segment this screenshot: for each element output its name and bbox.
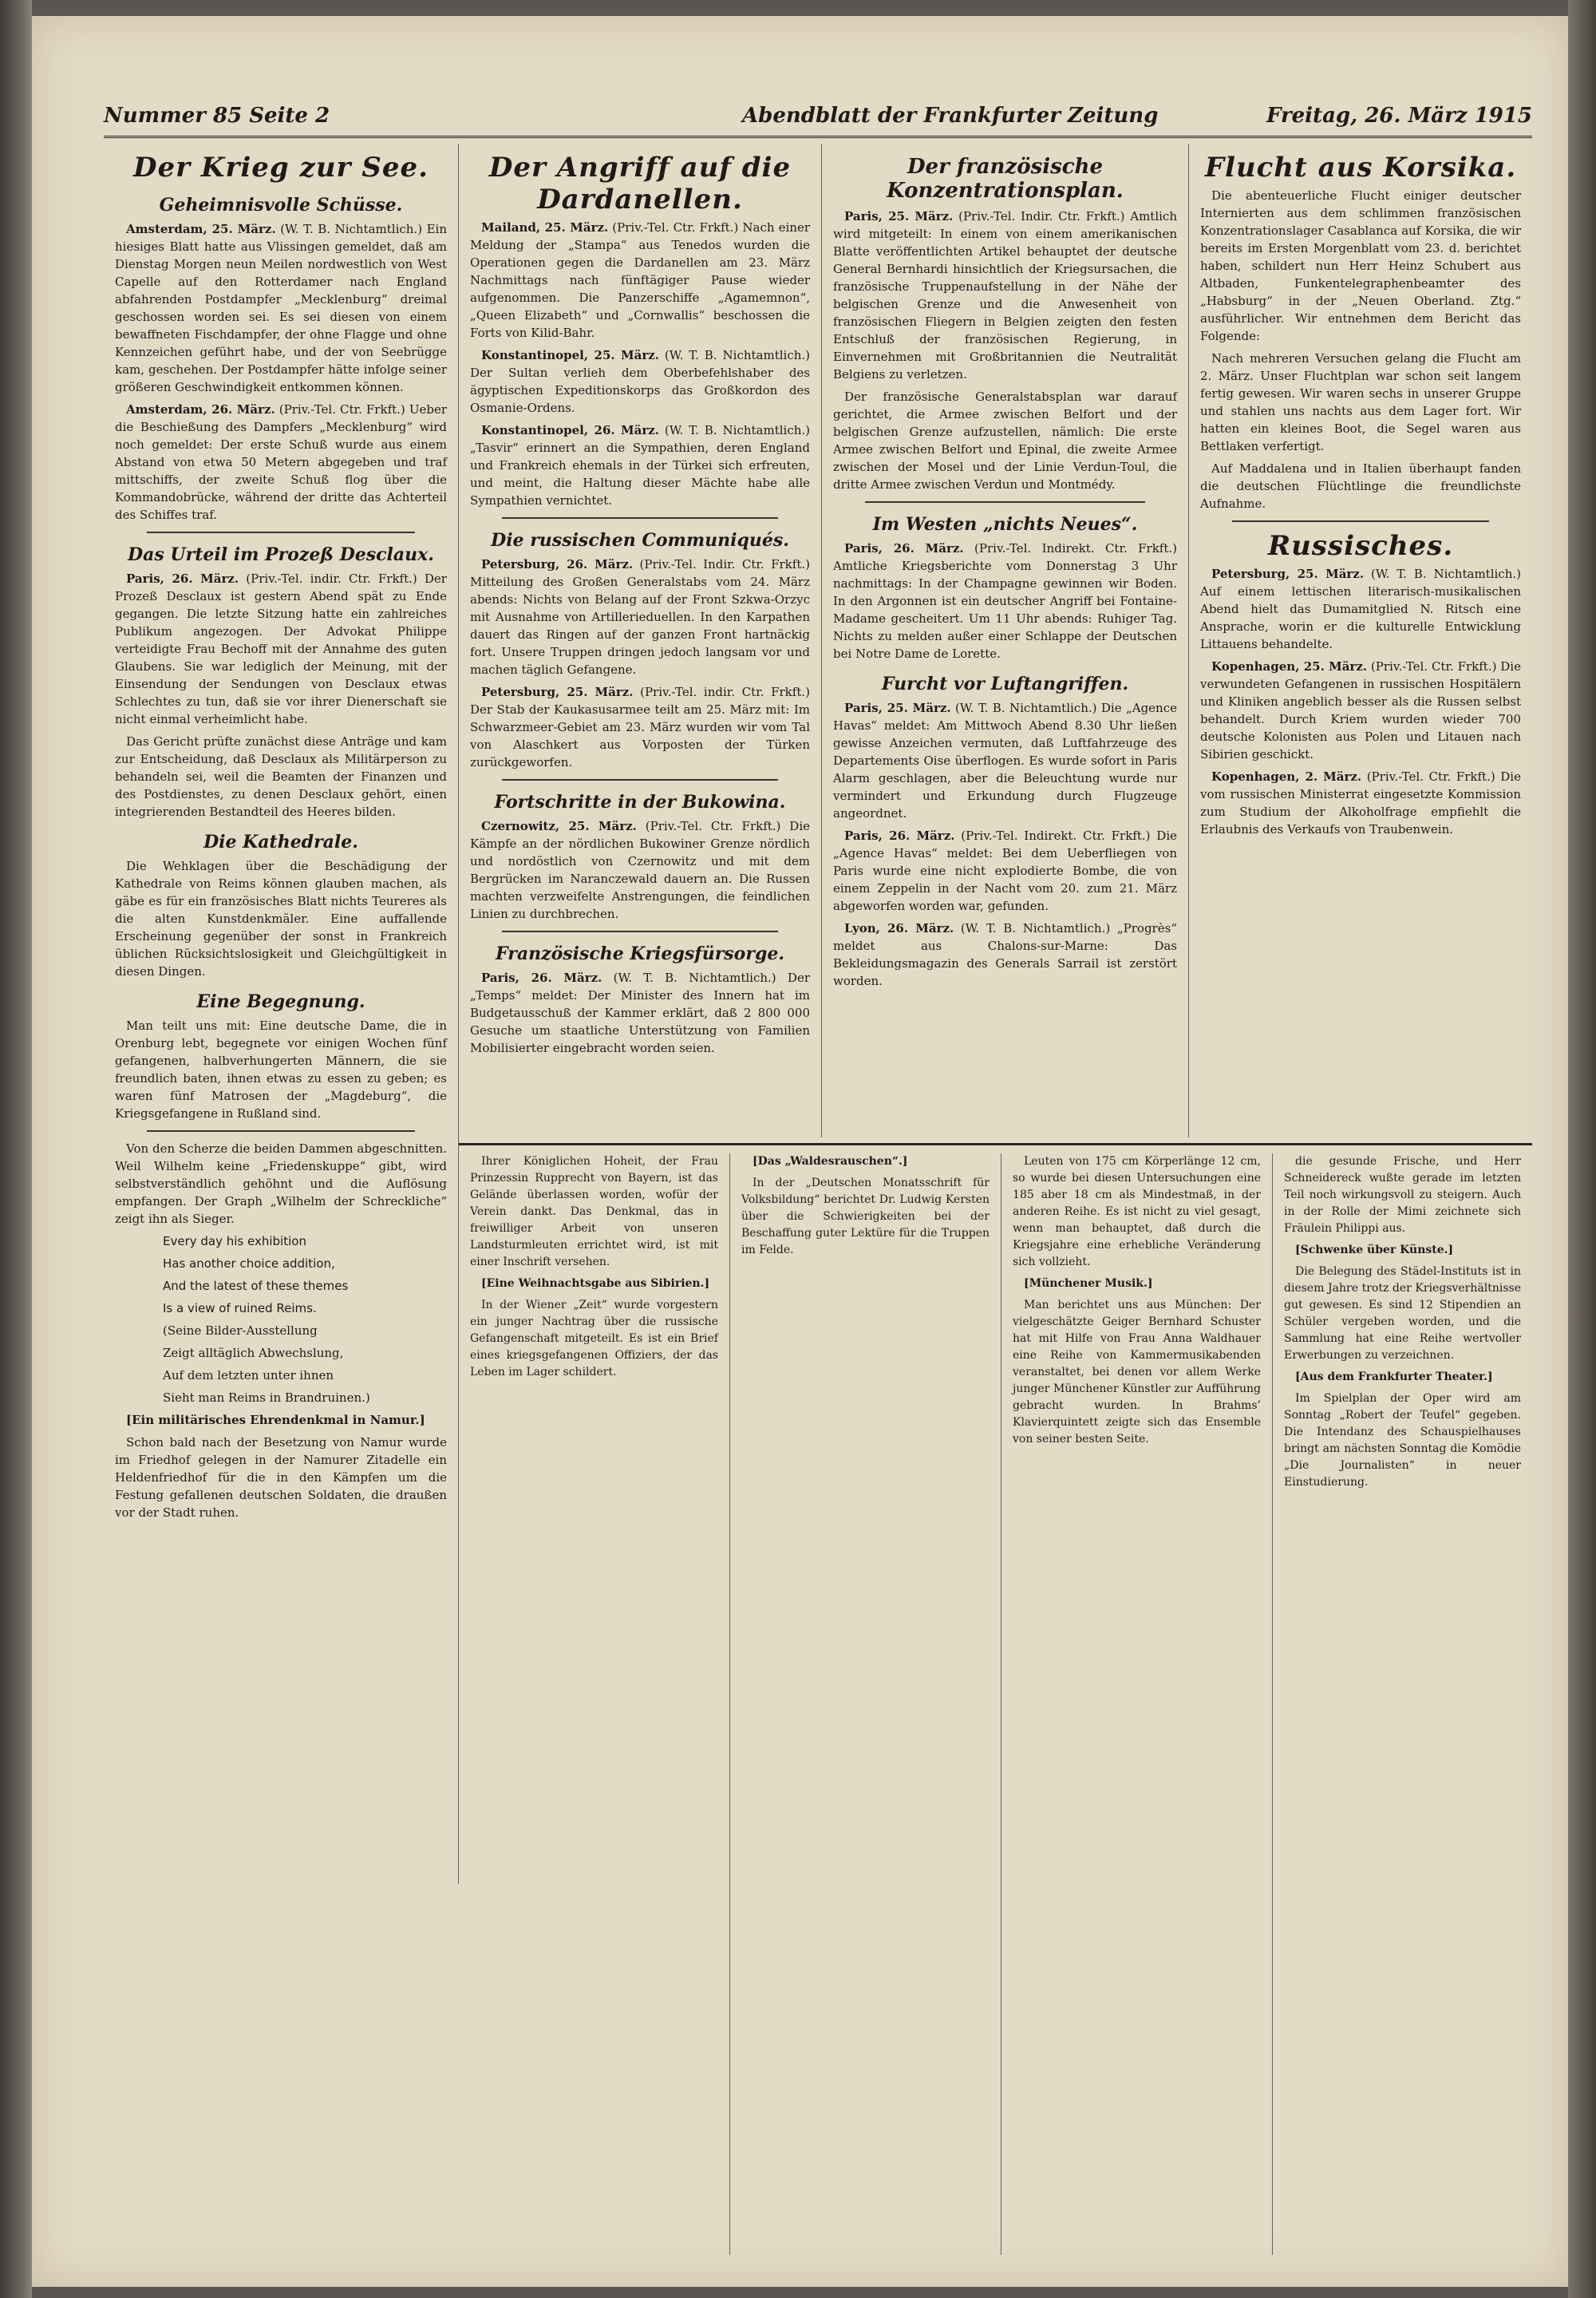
issue-number: Nummer 85 Seite 2	[104, 104, 330, 128]
verse-line: Has another choice addition,	[163, 1256, 335, 1271]
divider	[865, 501, 1145, 503]
feuilleton-subhead: [Schwenke über Künste.]	[1295, 1244, 1454, 1256]
verse-line: Is a view of ruined Reims.	[163, 1301, 317, 1315]
verse-line: Auf dem letzten unter ihnen	[163, 1368, 334, 1382]
verse-line: Zeigt alltäglich Abwechslung,	[163, 1346, 344, 1360]
article-paragraph: Petersburg, 25. März. (W. T. B. Nichtamtlich.) Auf einem lettischen literarisch-musikalischen Abend hielt das Dumamitglied N. Ritsch eine Ansprache, worin er die kulturelle Entwicklung Littauens behandelte.	[1200, 567, 1521, 651]
masthead	[104, 96, 1532, 138]
headline-dardanelles: Der Angriff auf die Dardanellen.	[488, 152, 792, 216]
subheadline: Die russischen Communiqués.	[491, 530, 789, 551]
divider	[502, 779, 778, 781]
feuilleton-subhead: [Münchener Musik.]	[1024, 1277, 1153, 1290]
column-3	[822, 144, 1189, 1137]
page-edge	[1568, 0, 1596, 2298]
subheadline: Das Urteil im Prozeß Desclaux.	[128, 544, 434, 565]
article-paragraph: Mailand, 25. März. (Priv.-Tel. Ctr. Frkft.) Nach einer Meldung der „Stampa“ aus Tenedos wurden die Operationen gegen die Dardanellen am 23. März Nachmittags nach fünftägiger Pause wieder aufgenommen. Die Panzerschiffe „Agamemnon“, „Queen Elizabeth“ und „Cornwallis“ beschossen die Forts von Kilid-Bahr.	[470, 220, 810, 340]
column-4	[1189, 144, 1532, 1137]
feuilleton-paragraph: Von den Scherze die beiden Dammen abgeschnitten. Weil Wilhelm keine „Friedenskuppe“ gibt, wird selbstverständlich gehöhnt und die Auflösung empfangen. Der Graph „Wilhelm der Schreckliche“ zeigt ihn als Sieger.	[115, 1141, 447, 1226]
feuilleton-column-1	[459, 1153, 730, 2255]
issue-date: Freitag, 26. März 1915	[1266, 104, 1532, 128]
feuilleton-subhead: [Das „Waldesrauschen“.]	[753, 1155, 908, 1168]
feuilleton-paragraph: In der Wiener „Zeit“ wurde vorgestern ein junger Nachtrag über die russische Gefangenschaft mitgeteilt. Es ist ein Brief eines kriegsgefangenen Offiziers, der das Leben im Lager schildert.	[470, 1299, 718, 1378]
feuilleton-column-4	[1273, 1153, 1532, 2255]
article-paragraph: Petersburg, 25. März. (Priv.-Tel. indir. Ctr. Frkft.) Der Stab der Kaukasusarmee teilt am 25. März mit: Im Schwarzmeer-Gebiet am 23. März wurden wir vom Tal von Alaschkert aus Vorposten der Türken zurückgeworfen.	[470, 685, 810, 769]
feuilleton-paragraph: Die Belegung des Städel-Instituts ist in diesem Jahre trotz der Kriegsverhältnisse gut gewesen. Es sind 12 Stipendien an Schüler vergeben worden, und die Sammlung hat eine Reihe wertvoller Erwerbungen zu verzeichnen.	[1284, 1265, 1521, 1362]
article-paragraph: Czernowitz, 25. März. (Priv.-Tel. Ctr. Frkft.) Die Kämpfe an der nördlichen Bukowiner Grenze nördlich und nordöstlich von Czernowitz und mit dem Bergrücken im Naranczewald dauern an. Die Russen machten verzweifelte Anstrengungen, die feindlichen Linien zu durchbrechen.	[470, 819, 810, 921]
article-paragraph: Paris, 25. März. (Priv.-Tel. Indir. Ctr. Frkft.) Amtlich wird mitgeteilt: In einem von einem amerikanischen Blatte veröffentlichten Artikel behauptet der deutsche General Bernhardi hinsichtlich der Kriegsursachen, die französische Truppenaufstellung in der Nähe der belgischen Grenze und die Anwesenheit von französischen Fliegern in Belgien zeigten den festen Entschluß der französischen Regierung, in Einvernehmen mit Großbritannien die Neutralität Belgiens zu verletzen.	[833, 209, 1177, 382]
headline-corsica: Flucht aus Korsika.	[1204, 152, 1517, 184]
feuilleton-paragraph: Man berichtet uns aus München: Der vielgeschätzte Geiger Bernhard Schuster hat mit Hilfe von Frau Anna Waldhauer eine Reihe von Kammermusikabenden veranstaltet, bei denen vor allem Werke junger Münchener Künstler zur Aufführung gebracht wurden. In Brahms’ Klavierquintett zeigte sich das Ensemble von seiner besten Seite.	[1013, 1299, 1261, 1446]
divider	[147, 1130, 415, 1132]
subheadline: Furcht vor Luftangriffen.	[881, 674, 1129, 694]
divider	[1232, 520, 1489, 522]
feuilleton-paragraph: Ihrer Königlichen Hoheit, der Frau Prinzessin Rupprecht von Bayern, ist das Gelände überlassen worden, wofür der Verein dankt. Das Denkmal, das in freiwilliger Arbeit von unseren Landsturmleuten errichtet wird, ist mit einer Inschrift versehen.	[470, 1155, 718, 1268]
article-paragraph: Nach mehreren Versuchen gelang die Flucht am 2. März. Unser Fluchtplan war schon seit langem fertig gewesen. Wir waren sechs in unserer Gruppe und stahlen uns nachts aus dem Lager fort. Wir hatten ein kleines Boot, die Segel waren aus Bettlaken verfertigt.	[1200, 351, 1521, 453]
verse-line: And the latest of these themes	[163, 1279, 349, 1293]
article-paragraph: Paris, 25. März. (W. T. B. Nichtamtlich.) Die „Agence Havas“ meldet: Am Mittwoch Abend 8.30 Uhr ließen gewisse Anzeichen vermuten, daß Luftfahrzeuge des Departements Oise überflogen. Es wurde sofort in Paris Alarm geschlagen, aber die Beleuchtung wurde nur vermindert und Erkundung durch Flugzeuge angeordnet.	[833, 701, 1177, 821]
book-spine	[0, 0, 32, 2298]
subheadline: Im Westen „nichts Neues“.	[872, 514, 1138, 535]
article-paragraph: Konstantinopel, 25. März. (W. T. B. Nichtamtlich.) Der Sultan verlieh dem Oberbefehlshaber des ägyptischen Expeditionskorps das Großkordon des Osmanie-Ordens.	[470, 348, 810, 415]
divider	[502, 931, 778, 932]
verse-line: Every day his exhibition	[163, 1234, 306, 1248]
subheadline: Fortschritte in der Bukowina.	[494, 792, 786, 813]
divider	[502, 517, 778, 519]
headline-concentration-plan: Der französische Konzentrationsplan.	[887, 155, 1124, 203]
article-paragraph: Man teilt uns mit: Eine deutsche Dame, die in Orenburg lebt, begegnete vor einigen Wochen fünf gefangenen, halbverhungerten Männern, die sie freundlich baten, ihnen etwas zu essen zu geben; es waren fünf Matrosen der „Magdeburg“, die Kriegsgefangene in Rußland sind.	[115, 1018, 447, 1121]
feuilleton-subhead: [Aus dem Frankfurter Theater.]	[1295, 1370, 1493, 1383]
feuilleton-column-3	[1001, 1153, 1273, 2255]
subheadline: Französische Kriegsfürsorge.	[496, 943, 784, 964]
verse-line: (Seine Bilder-Ausstellung	[163, 1323, 318, 1338]
article-paragraph: Der französische Generalstabsplan war darauf gerichtet, die Armee zwischen Belfort und der belgischen Grenze aufzustellen, nämlich: Die erste Armee zwischen Belfort und Epinal, die zweite Armee zwischen der Mosel und der Linie Verdun-Toul, die dritte Armee zwischen Verdun und Montmédy.	[833, 390, 1177, 492]
headline-russian-news: Russisches.	[1267, 530, 1454, 562]
article-paragraph: Lyon, 26. März. (W. T. B. Nichtamtlich.) „Progrès“ meldet aus Chalons-sur-Marne: Das Bekleidungsmagazin des Generals Sarrail ist zerstört worden.	[833, 921, 1177, 988]
feuilleton-paragraph: Im Spielplan der Oper wird am Sonntag „Robert der Teufel“ gegeben. Die Intendanz des Schauspielhauses bringt am nächsten Sonntag die Komödie „Die Journalisten“ in neuer Einstudierung.	[1284, 1392, 1521, 1489]
article-paragraph: Die abenteuerliche Flucht einiger deutscher Internierten aus dem schlimmen französischen Konzentrationslager Casablanca auf Korsika, die wir bereits im Ersten Morgenblatt vom 23. d. berichtet haben, schildert nun Herr Heinz Schubert aus Altbaden, Funkentelegraphenbeamter des „Habsburg“ in der „Neuen Oberland. Ztg.“ ausführlicher. Wir entnehmen dem Bericht das Folgende:	[1200, 188, 1521, 343]
feuilleton-subhead: [Eine Weihnachtsgabe aus Sibirien.]	[481, 1277, 710, 1290]
feuilleton-paragraph: In der „Deutschen Monatsschrift für Volksbildung“ berichtet Dr. Ludwig Kersten über die Schwierigkeiten bei der Beschaffung guter Lektüre für die Truppen im Felde.	[741, 1177, 990, 1256]
article-paragraph: Paris, 26. März. (Priv.-Tel. Indirekt. Ctr. Frkft.) Die „Agence Havas“ meldet: Bei dem Ueberfliegen von Paris wurde eine nicht explodierte Bombe, die von einem Zeppelin in der Nacht vom 20. zum 21. März abgeworfen worden war, gefunden.	[833, 829, 1177, 913]
subheadline: Geheimnisvolle Schüsse.	[159, 195, 403, 216]
article-paragraph: Paris, 26. März. (Priv.-Tel. indir. Ctr. Frkft.) Der Prozeß Desclaux ist gestern Abend spät zu Ende gegangen. Die letzte Sitzung hatte ein zahlreiches Publikum angezogen. Der Advokat Philippe verteidigte Frau Bechoff mit der Annahme des guten Glaubens. Sie war lediglich der Meinung, mit der Einsendung der Sendungen von Desclaux etwas Schlechtes zu tun, daß sie vor ihrer Dienerschaft sie nicht einmal verheimlicht habe.	[115, 572, 447, 726]
newspaper-title: Abendblatt der Frankfurter Zeitung	[742, 104, 1159, 128]
article-paragraph: Kopenhagen, 25. März. (Priv.-Tel. Ctr. Frkft.) Die verwundeten Gefangenen in russischen Hospitälern und Kliniken angeblich besser als die Russen selbst behandelt. Durch Kriem wurden wieder 700 deutsche Kolonisten aus Polen und Litauen nach Sibirien geschickt.	[1200, 659, 1521, 761]
article-paragraph: Petersburg, 26. März. (Priv.-Tel. Indir. Ctr. Frkft.) Mitteilung des Großen Generalstabs vom 24. März abends: Nichts von Belang auf der Front Szkwa-Orzyc mit Ausnahme von Artillerieduellen. In den Karpathen dauert das Ringen auf der ganzen Front hartnäckig fort. Unsere Truppen dringen jedoch langsam vor und machen täglich Gefangene.	[470, 557, 810, 677]
subheadline: Eine Begegnung.	[196, 991, 365, 1012]
article-paragraph: Paris, 26. März. (W. T. B. Nichtamtlich.) Der „Temps“ meldet: Der Minister des Innern hat im Budgetausschuß der Kammer erklärt, daß 2 800 000 Gesuche um staatliche Unterstützung von Familien Mobilisierter eingebracht worden seien.	[470, 971, 810, 1055]
verse-line: Sieht man Reims in Brandruinen.)	[163, 1390, 370, 1405]
article-paragraph: Amsterdam, 26. März. (Priv.-Tel. Ctr. Frkft.) Ueber die Beschießung des Dampfers „Mecklenburg“ wird noch gemeldet: Der erste Schuß wurde aus einem Abstand von etwa 50 Metern abgegeben und traf mittschiffs, der zweite Schuß flog über die Kommandobrücke, während der dritte das Achterteil des Schiffes traf.	[115, 402, 447, 522]
article-paragraph: Auf Maddalena und in Italien überhaupt fanden die deutschen Flüchtlinge die freundlichste Aufnahme.	[1200, 461, 1521, 511]
feuilleton-paragraph: Leuten von 175 cm Körperlänge 12 cm, so wurde bei diesen Untersuchungen eine 185 aber 18 cm als Mindestmaß, in der anderen Reihe. Es ist nicht zu viel gesagt, wenn man behauptet, daß durch die Kriegsjahre eine erhebliche Veränderung sich vollzieht.	[1013, 1155, 1261, 1268]
article-paragraph: Konstantinopel, 26. März. (W. T. B. Nichtamtlich.) „Tasvir“ erinnert an die Sympathien, deren England und Frankreich ehemals in der Türkei sich erfreuten, und meint, die Haltung dieser Mächte habe alle Sympathien vernichtet.	[470, 423, 810, 508]
feuilleton-divider	[459, 1143, 1532, 1145]
article-paragraph: Die Wehklagen über die Beschädigung der Kathedrale von Reims können glauben machen, als gäbe es für ein französisches Blatt nichts Teureres als die alten Kunstdenkmäler. Eine auffallende Erscheinung gegenüber der sonst in Frankreich üblichen Rücksichtslosigkeit und Gleichgültigkeit in diesen Dingen.	[115, 859, 447, 979]
feuilleton-column-2	[730, 1153, 1001, 2255]
feuilleton-paragraph: Schon bald nach der Besetzung von Namur wurde im Friedhof gelegen in der Namurer Zitadelle ein Heldenfriedhof für die in den Kämpfen um die Festung gefallenen deutschen Soldaten, die draußen vor der Stadt ruhen.	[115, 1435, 447, 1520]
article-paragraph: Das Gericht prüfte zunächst diese Anträge und kam zur Entscheidung, daß Desclaux als Militärperson zu behandeln sei, weil die Beamten der Finanzen und des Postdienstes, zu denen Desclaux gehört, einen integrierenden Bestandteil des Heeres bilden.	[115, 734, 447, 819]
feuilleton-paragraph: die gesunde Frische, und Herr Schneidereck wußte gerade im letzten Teil noch wirkungsvoll zu steigern. Auch in der Rolle der Mimi zeichnete sich Fräulein Philippi aus.	[1284, 1155, 1521, 1235]
article-paragraph: Amsterdam, 25. März. (W. T. B. Nichtamtlich.) Ein hiesiges Blatt hatte aus Vlissingen gemeldet, daß am Dienstag Morgen neun Meilen nordwestlich von West Capelle auf den Rotterdamer nach England abfahrenden Postdampfer „Mecklenburg“ dreimal geschossen worden sei. Es sei diesen von einem bewaffneten Fischdampfer, der ohne Flagge und ohne Kennzeichen geführt habe, und der von Seebrügge kam, geschehen. Der Postdampfer hätte infolge seiner größeren Geschwindigkeit entkommen können.	[115, 222, 447, 394]
article-paragraph: Kopenhagen, 2. März. (Priv.-Tel. Ctr. Frkft.) Die vom russischen Ministerrat eingesetzte Kommission zum Studium der Alkoholfrage empfiehlt die Erlaubnis des Verkaufs von Traubenwein.	[1200, 769, 1521, 837]
column-1	[104, 144, 459, 1884]
column-2	[459, 144, 822, 1137]
divider	[147, 532, 415, 533]
headline-war-at-sea: Der Krieg zur See.	[133, 152, 429, 184]
feuilleton-subhead: [Ein militärisches Ehrendenkmal in Namur.]	[126, 1413, 425, 1427]
article-paragraph: Paris, 26. März. (Priv.-Tel. Indirekt. Ctr. Frkft.) Amtliche Kriegsberichte vom Donnerstag 3 Uhr nachmittags: In der Champagne gewinnen wir Boden. In den Argonnen ist ein deutscher Angriff bei Fontaine-Madame gescheitert. Um 11 Uhr abends: Ruhiger Tag. Nichts zu melden außer einer Schlappe der Deutschen bei Notre Dame de Lorette.	[833, 541, 1178, 661]
subheadline: Die Kathedrale.	[203, 832, 358, 852]
